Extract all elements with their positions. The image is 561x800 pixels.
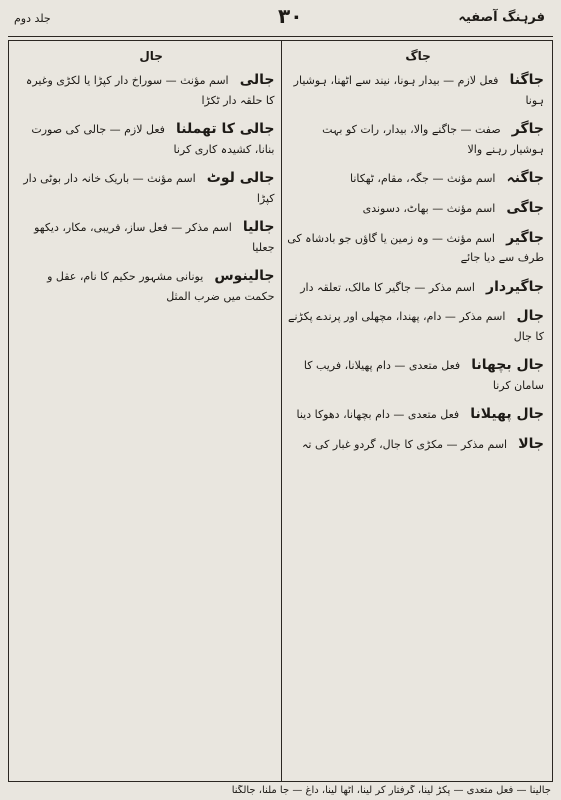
right-headword-9: جال پھیلانا — [470, 406, 544, 423]
right-definition-8: فعل متعدی — دام پھیلانا، فریب کا سامان کرنا — [303, 359, 544, 393]
right-entry-2 — [287, 118, 545, 157]
left-headword-5: جالینوس — [214, 267, 275, 284]
left-column — [17, 69, 275, 773]
left-definition-2: فعل لازم — جالی کی صورت بنانا، کشیدہ کاری کرنا — [31, 122, 275, 156]
right-headword-5: جاگیر — [506, 229, 544, 246]
right-definition-4: اسم مؤنث — بھاٹ، دسوندی — [362, 201, 496, 215]
right-headword-8: جال بچھانا — [471, 357, 544, 374]
page-header — [8, 6, 553, 37]
left-headword-4: جالیا — [242, 218, 275, 235]
right-headword-1: جاگنا — [509, 72, 544, 88]
book-title: فرہنگ آصفیہ — [458, 10, 545, 25]
left-definition-1: اسم مؤنث — سوراخ دار کپڑا یا لکڑی وغیرہ کا حلقہ دار ٹکڑا — [25, 74, 275, 107]
left-entry-2 — [17, 118, 275, 157]
right-entry-10 — [287, 433, 545, 453]
left-definition-5: یونانی مشہور حکیم کا نام، عقل و حکمت میں ضرب المثل — [47, 269, 275, 303]
content-frame — [8, 40, 553, 782]
left-headword-1: جالی — [239, 72, 275, 88]
right-definition-3: اسم مؤنث — جگہ، مقام، ٹھکانا — [349, 171, 496, 185]
right-definition-9: فعل متعدی — دام بچھانا، دھوکا دینا — [296, 408, 460, 422]
right-definition-2: صفت — جاگنے والا، بیدار، رات کو بہت ہوشیار رہنے والا — [322, 122, 544, 156]
right-entry-8 — [287, 354, 545, 393]
right-headword-3: جاگنہ — [506, 169, 544, 186]
left-headword-3: جالی لوٹ — [206, 169, 275, 186]
right-entry-1 — [287, 69, 545, 108]
right-headword-6: جاگیردار — [486, 278, 544, 295]
right-definition-7: اسم مذکر — دام، پھندا، مچھلی اور پرندے پکڑنے کا جال — [288, 310, 544, 344]
right-entry-9 — [287, 403, 545, 423]
left-entry-1 — [17, 69, 275, 108]
right-column-title: جاگ — [405, 49, 431, 63]
left-definition-3: اسم مؤنث — باریک خانہ دار بوٹی دار کپڑا — [23, 171, 275, 205]
left-entry-3 — [17, 167, 275, 206]
left-headword-2: جالی کا تھملنا — [176, 120, 275, 137]
right-headword-10: جالا — [518, 436, 544, 453]
right-entry-4 — [287, 197, 545, 217]
right-entry-3 — [287, 167, 545, 187]
column-divider — [281, 41, 282, 781]
right-definition-10: اسم مذکر — مکڑی کا جال، گردو غبار کی تہ — [301, 438, 508, 452]
right-headword-4: جاگی — [506, 199, 544, 216]
left-entry-4 — [17, 216, 275, 255]
left-column-title: جال — [139, 49, 163, 63]
right-entry-6 — [287, 276, 545, 296]
volume-label: جلد دوم — [14, 12, 51, 25]
left-entry-5 — [17, 265, 275, 304]
right-definition-6: اسم مذکر — جاگیر کا مالک، تعلقہ دار — [300, 280, 475, 294]
right-entry-7 — [287, 305, 545, 344]
page-footer: جالینا — فعل متعدی — پکڑ لینا، گرفتار کر لینا، اٹھا لینا، داغ — جا ملنا، جالگنا — [231, 785, 551, 796]
right-definition-1: فعل لازم — بیدار ہونا، نیند سے اٹھنا، ہوشیار ہونا — [293, 74, 544, 107]
right-headword-2: جاگر — [511, 120, 544, 137]
page-number: ۳۰ — [278, 4, 303, 28]
right-headword-7: جال — [516, 308, 544, 325]
right-definition-5: اسم مؤنث — وہ زمین یا گاؤں جو بادشاہ کی طرف سے دیا جائے — [287, 231, 544, 265]
right-column — [287, 69, 545, 773]
left-definition-4: اسم مذکر — فعل ساز، فریبی، مکار، دیکھو جعلیا — [34, 220, 275, 254]
right-entry-5 — [287, 227, 545, 266]
